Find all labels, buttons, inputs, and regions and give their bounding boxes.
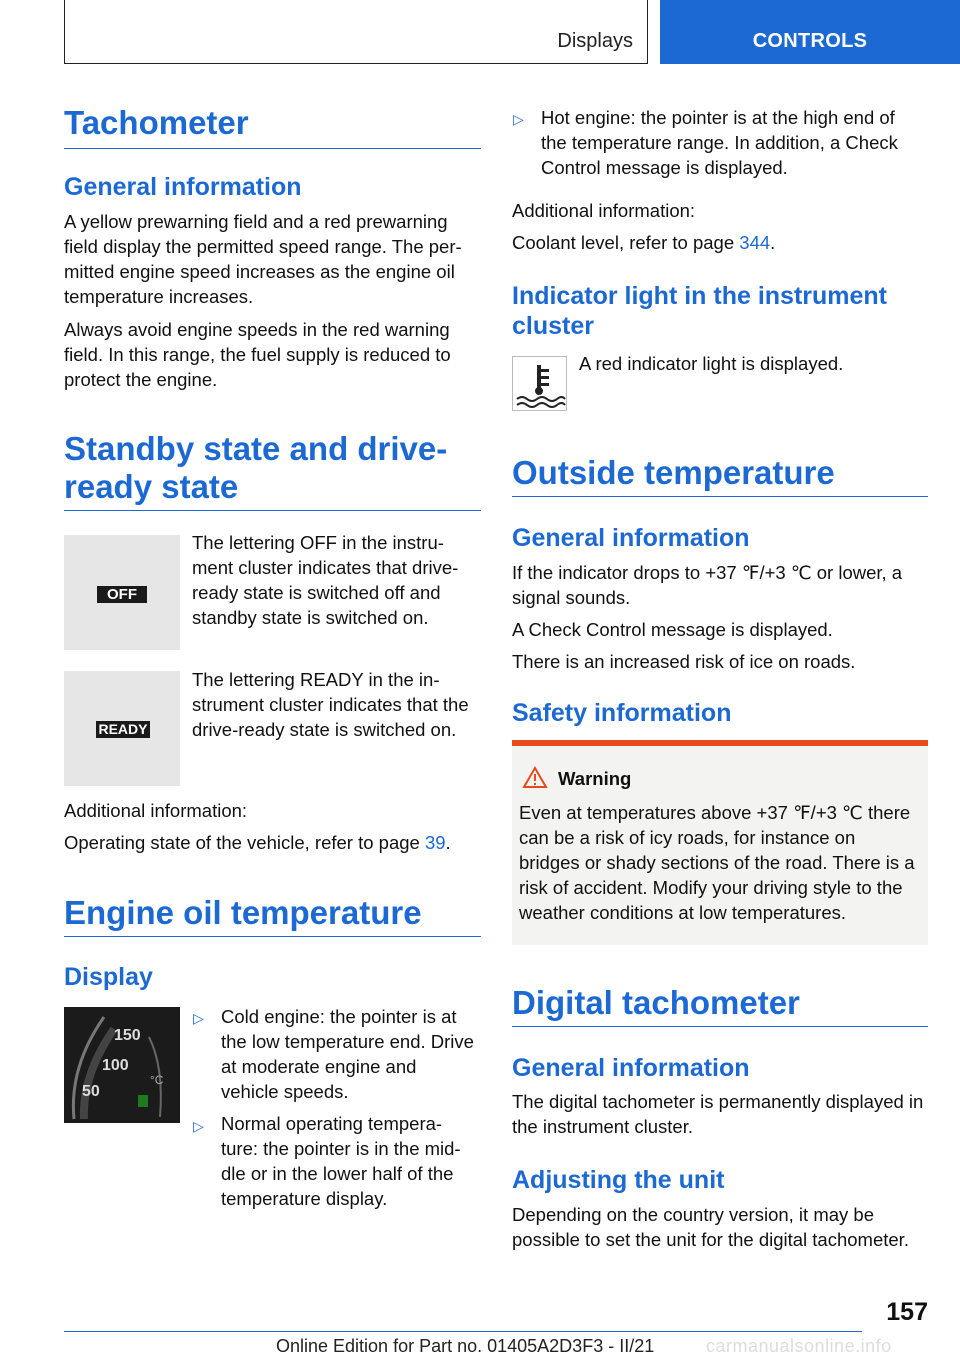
gauge-label-50: 50: [82, 1083, 100, 1100]
coolant-page-link[interactable]: 344: [739, 232, 771, 253]
warning-text: Even at temperatures above +37 ℉/+3 ℃ there can be a risk of icy roads, for instance on bridges or shady sections of the road. There is a risk of accident. Modify your driving style to the weather conditions at low temperatures.: [519, 802, 915, 923]
standby-heading-line-1: Standby state and drive‐: [64, 430, 448, 467]
outside-temperature-heading: Outside temperature: [512, 454, 928, 497]
edition-text: Online Edition for Part no. 01405A2D3F3 - II/21: [276, 1336, 655, 1356]
coolant-symbol: [513, 357, 566, 410]
digital-paragraph-2: Depending on the country version, it may be possible to set the unit for the digital tachometer.: [512, 1204, 909, 1250]
hot-engine-bullet: Hot engine: the pointer is at the high end of the temperature range. In addition, a Check Control message is displayed.: [541, 107, 898, 178]
indicator-description: A red indicator light is displayed.: [579, 353, 844, 374]
cold-engine-bullet: Cold engine: the pointer is at the low temperature end. Drive at moderate engine and vehicle speeds.: [221, 1006, 474, 1102]
warning-box: [512, 740, 928, 945]
indicator-heading-line-1: Indicator light in the instrument: [512, 282, 887, 310]
digital-subheading: General information: [512, 1054, 750, 1082]
watermark: carmanualsonline.info: [706, 1336, 892, 1356]
standby-additional-label: Additional information:: [64, 800, 248, 821]
tachometer-heading: Tachometer: [64, 104, 481, 149]
bullet-triangle-icon: ▷: [193, 1118, 204, 1134]
engine-oil-subheading: Display: [64, 963, 153, 991]
coolant-reference: [512, 230, 928, 255]
gauge-unit: °C: [150, 1073, 164, 1087]
ready-indicator-image: [64, 671, 180, 786]
normal-operating-bullet: Normal operating tempera‐ture: the pointer is in the mid‐dle or in the lower half of the temperature display.: [221, 1113, 461, 1209]
header-section-tab: [64, 0, 648, 64]
standby-heading: [64, 430, 481, 511]
standby-heading-line-2: ready state: [64, 468, 239, 505]
off-indicator-image: [64, 535, 180, 650]
warning-triangle-icon: [522, 766, 548, 794]
safety-heading: Safety information: [512, 699, 732, 727]
ready-badge: READY: [96, 721, 150, 738]
header-chapter-tab: [660, 0, 960, 64]
standby-reference: [64, 830, 481, 855]
outside-paragraph-2: A Check Control message is displayed.: [512, 619, 833, 640]
standby-page-link[interactable]: 39: [424, 832, 446, 853]
coolant-reference-end: .: [770, 232, 776, 253]
digital-paragraph-1: The digital tachometer is permanently displayed in the instrument cluster.: [512, 1091, 924, 1137]
temperature-gauge-image: [64, 1007, 180, 1123]
ready-description: The lettering READY in the in‐strument cluster indicates that the drive-ready state is switched on.: [192, 669, 469, 740]
coolant-temperature-icon: [512, 356, 567, 411]
gauge-label-100: 100: [102, 1057, 129, 1074]
footer-rule: [64, 1331, 862, 1332]
tachometer-subheading: General information: [64, 173, 302, 201]
header-chapter-label: CONTROLS: [752, 30, 868, 52]
tachometer-paragraph-2: Always avoid engine speeds in the red warning field. In this range, the fuel supply is reduced to protect the engine.: [64, 319, 451, 390]
off-description: The lettering OFF in the instru‐ment cluster indicates that drive-ready state is switched off and standby state is switched on.: [192, 532, 459, 628]
header-section-label: Displays: [557, 30, 633, 52]
bullet-triangle-icon: ▷: [513, 111, 524, 127]
warning-label: Warning: [558, 768, 632, 789]
coolant-additional-label: Additional information:: [512, 200, 696, 221]
outside-subheading: General information: [512, 524, 750, 552]
page-number: 157: [886, 1298, 928, 1326]
outside-paragraph-1: If the indicator drops to +37 ℉/+3 ℃ or lower, a signal sounds.: [512, 562, 903, 608]
standby-reference-text: Operating state of the vehicle, refer to page: [64, 832, 425, 853]
indicator-heading-line-2: cluster: [512, 312, 594, 340]
adjusting-unit-heading: Adjusting the unit: [512, 1166, 725, 1194]
indicator-heading: [512, 281, 928, 341]
engine-oil-heading: Engine oil temperature: [64, 894, 481, 937]
coolant-reference-text: Coolant level, refer to page: [512, 232, 740, 253]
standby-reference-end: .: [445, 832, 451, 853]
off-badge: OFF: [97, 586, 147, 603]
outside-paragraph-3: There is an increased risk of ice on roads.: [512, 651, 856, 672]
tachometer-paragraph-1: A yellow prewarning field and a red prewarning field display the permitted speed range. The per‐mitted engine speed increases as the engine oil temperature increases.: [64, 211, 462, 307]
gauge-label-150: 150: [114, 1027, 141, 1044]
digital-tachometer-heading: Digital tachometer: [512, 984, 928, 1027]
bullet-triangle-icon: ▷: [193, 1010, 204, 1026]
